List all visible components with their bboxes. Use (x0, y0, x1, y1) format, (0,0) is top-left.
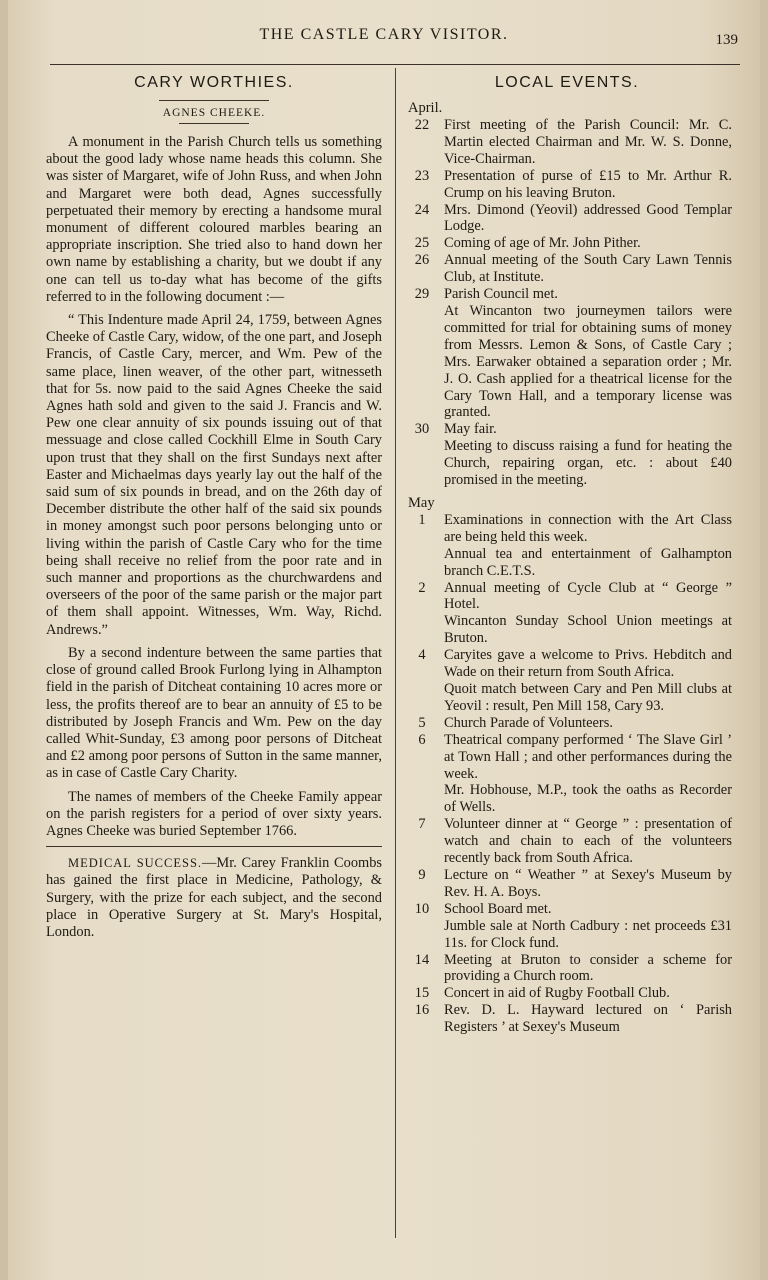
may-events-list (402, 512, 732, 1036)
event-entry (402, 647, 732, 715)
event-text: At Wincanton two journeymen tailors were committed for trial for obtaining sums of money from Messrs. Lemon & Sons, of Castle Cary ; Mrs. Earwaker obtained a separation order ; Mr. J. O. Cash applied for a theatrical license for the Cary Town Hall, and a temporary license was granted. (444, 302, 732, 421)
event-entry (402, 952, 732, 986)
newspaper-page (8, 0, 760, 1280)
event-entry (402, 732, 732, 817)
event-entry (402, 202, 732, 236)
event-day: 2 (418, 579, 426, 596)
article-paragraph: “ This Indenture made April 24, 1759, between Agnes Cheeke of Castle Cary, widow, of the one part, and Joseph Francis, of Castle Cary, mercer, and Wm. Pew of the same place, linen weaver, of the other part, witnesseth that for 5s. now paid to the said Agnes Cheeke the said Agnes hath sold and given to the said J. Francis and W. Pew one clear annuity of six pounds issuing out of that messuage and close called Cockhill Elme in South Cary upon trust that they shall on the first Sundays next after Easter and Michaelmas days yearly lay out the half of the said sum of six pounds in bread, and on the 26th day of December distribute the other half of the said six pounds in money amongst such poor persons belonging unto or living within the parish of Castle Cary who for the time being shall receive no relief from the poor rate and in such manner and proportions as the churchwardens and overseers of the poor of the same parish or the major part of them shall appoint. Witnesses, Wm. Way, Richd. Andrews.” (46, 312, 382, 638)
event-entry (402, 985, 732, 1002)
event-text: Parish Council met. (444, 286, 558, 303)
event-text: Jumble sale at North Cadbury : net proceeds £31 11s. for Clock fund. (444, 917, 732, 951)
event-text: Annual tea and entertainment of Galhampton branch C.E.T.S. (444, 545, 732, 579)
event-entry (402, 168, 732, 202)
article-paragraph: The names of members of the Cheeke Family appear on the parish registers for a period of over sixty years. Agnes Cheeke was buried September 1766. (46, 788, 382, 839)
event-text: Annual meeting of Cycle Club at “ George ” Hotel. (444, 579, 732, 613)
event-day: 29 (414, 286, 430, 303)
article-paragraph: A monument in the Parish Church tells us something about the good lady whose name heads this column. She was sister of Margaret, wife of John Russ, and when John and Margaret were both dead, Agnes successfully perpetuated their memory by erecting a handsome mural monument of different coloured marbles bearing an appropriate inscription. She tried also to hand down her own name by establishing a charity, but we doubt if any one can tell us to-day what has become of the gifts referred to in the following document :— (46, 134, 382, 305)
subtitle-rule (179, 123, 249, 124)
event-entry (402, 867, 732, 901)
event-day: 24 (414, 201, 430, 218)
column-divider (395, 68, 396, 1238)
event-text: May fair. (444, 421, 497, 438)
event-entry (402, 117, 732, 168)
event-text: Quoit match between Cary and Pen Mill clubs at Yeovil : result, Pen Mill 158, Cary 93. (444, 681, 732, 714)
event-day: 23 (414, 167, 430, 184)
event-entry (402, 286, 732, 421)
event-text: Presentation of purse of £15 to Mr. Arthur R. Crump on his leaving Bruton. (444, 167, 732, 201)
event-text: School Board met. (444, 900, 552, 917)
article-subtitle: AGNES CHEEKE. (162, 107, 266, 119)
event-entry (402, 235, 732, 252)
event-text: Church Parade of Volunteers. (444, 714, 613, 731)
local-events-column (402, 74, 732, 1036)
month-label-may: May (408, 494, 435, 511)
event-day: 14 (414, 951, 430, 968)
event-day: 4 (418, 647, 426, 664)
event-entry (402, 252, 732, 286)
page-header (8, 26, 760, 50)
event-day: 22 (414, 117, 430, 133)
event-text: Coming of age of Mr. John Pither. (444, 235, 641, 252)
event-day: 16 (414, 1002, 430, 1019)
event-text: Meeting at Bruton to consider a scheme for providing a Church room. (444, 951, 732, 985)
event-text: Rev. D. L. Hayward lectured on ‘ Parish Registers ’ at Sexey's Museum (444, 1002, 732, 1036)
medical-success-heading: MEDICAL SUCCESS. (68, 856, 203, 871)
event-day: 25 (414, 235, 430, 252)
cary-worthies-title: CARY WORTHIES. (134, 74, 294, 91)
event-text: Examinations in connection with the Art Class are being held this week. (444, 511, 732, 545)
month-label-april: April. (408, 100, 443, 116)
section-separator (46, 846, 382, 847)
event-text: Mr. Hobhouse, M.P., took the oaths as Recorder of Wells. (444, 782, 732, 816)
event-entry (402, 512, 732, 580)
event-entry (402, 580, 732, 648)
event-text: First meeting of the Parish Council: Mr. C. Martin elected Chairman and Mr. W. S. Donne, Vice-Chairman. (444, 117, 732, 167)
event-day: 15 (414, 985, 430, 1002)
event-entry (402, 901, 732, 952)
event-day: 10 (414, 900, 430, 917)
event-entry (402, 816, 732, 867)
event-text: Concert in aid of Rugby Football Club. (444, 985, 670, 1002)
event-day: 6 (418, 731, 426, 748)
title-rule (159, 100, 269, 101)
event-text: Wincanton Sunday School Union meetings at Bruton. (444, 613, 732, 647)
event-day: 7 (418, 816, 426, 833)
running-title: THE CASTLE CARY VISITOR. (259, 26, 509, 43)
event-day: 30 (414, 421, 430, 438)
event-entry (402, 421, 732, 489)
event-day: 1 (418, 511, 426, 528)
header-rule (50, 64, 740, 65)
event-text: Mrs. Dimond (Yeovil) addressed Good Templar Lodge. (444, 201, 732, 235)
event-text: Volunteer dinner at “ George ” : presentation of watch and chain to each of the volunteers recently back from South Africa. (444, 816, 732, 867)
event-text: Annual meeting of the South Cary Lawn Tennis Club, at Institute. (444, 252, 732, 286)
event-entry (402, 715, 732, 732)
medical-success-text: —Mr. Carey Franklin Coombs has gained the first place in Medicine, Pathology, & Surgery, with the prize for each subject, and the second place in Operative Surgery at St. Mary's Hospital, London. (46, 855, 383, 940)
event-day: 9 (418, 866, 426, 883)
event-entry (402, 1002, 732, 1036)
event-day: 5 (418, 714, 426, 731)
event-text: Theatrical company performed ‘ The Slave Girl ’ at Town Hall ; and other performances during the week. (444, 731, 732, 782)
event-text: Caryites gave a welcome to Privs. Hebditch and Wade on their return from South Africa. (444, 647, 732, 681)
event-text: Meeting to discuss raising a fund for heating the Church, repairing organ, etc. : about £40 promised in the meeting. (444, 438, 732, 489)
event-day: 26 (414, 252, 430, 269)
local-events-title: LOCAL EVENTS. (494, 74, 640, 91)
event-text: Lecture on “ Weather ” at Sexey's Museum by Rev. H. A. Boys. (444, 866, 732, 900)
article-paragraph: By a second indenture between the same parties that close of ground called Brook Furlong lying in Alhampton field in the parish of Ditcheat containing 10 acres more or less, the profits thereof are to bear an annuity of £5 to be distributed by Joseph Francis and Wm. Pew on the day called Whit-Sunday, £3 among poor persons of Ditcheat and £2 among poor persons of Sutton in the same manner, as in case of Castle Cary Charity. (46, 644, 382, 782)
page-number: 139 (715, 32, 738, 48)
april-events-list (402, 117, 732, 489)
medical-success-paragraph (46, 855, 382, 941)
cary-worthies-column (46, 74, 382, 947)
